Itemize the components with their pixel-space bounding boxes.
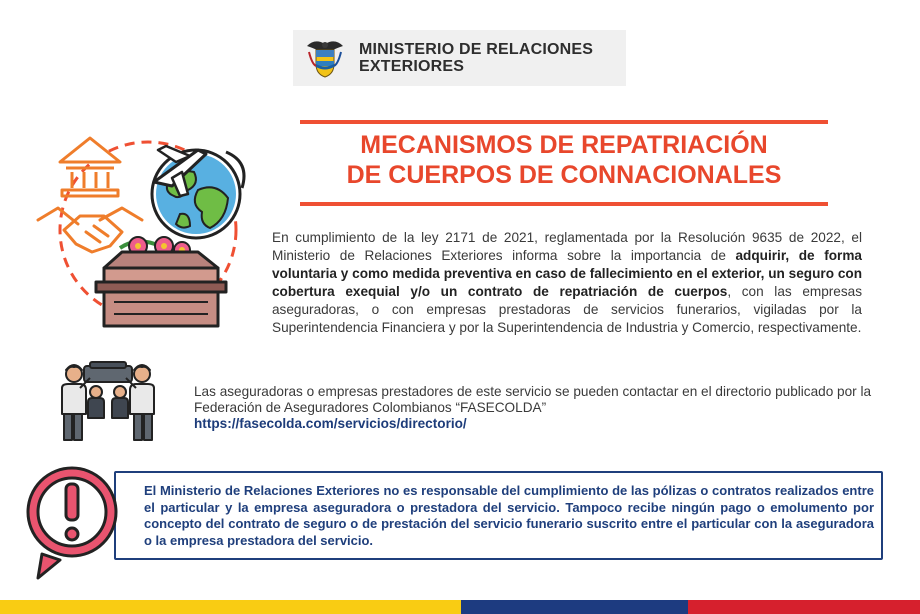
flag-stripe-blue (461, 600, 688, 614)
ministry-header (293, 30, 626, 86)
title-line-2: DE CUERPOS DE CONNACIONALES (346, 161, 782, 189)
flag-stripe-red (688, 600, 920, 614)
ministry-name (359, 41, 593, 75)
body-rest: , con las empresas aseguradoras, o con empresas prestadoras de servicios funerarios, vigiladas por la Superintendencia Financiera y por la Superintendencia de Industria y Comercio, respectivamente. (272, 284, 863, 335)
disclaimer-text: El Ministerio de Relaciones Exteriores no es responsable del cumplimiento de las pólizas o contratos realizados entre el particular y la empresa aseguradora o prestadora del servicio. Tampoco recibe ningún pago o emolumento por concepto del contrato de seguro o de prestación del servicio funerario suscrito entre el particular con la aseguradora o la empresa prestadora del servicio. (144, 483, 874, 548)
coat-of-arms-icon (303, 36, 347, 80)
ministry-line-2: EXTERIORES (359, 58, 465, 75)
contact-text: Las aseguradoras o empresas prestadores de este servicio se pueden contactar en el directorio publicado por la Federación de Aseguradores Colombianos “FASECOLDA” (194, 384, 872, 415)
body-bold: adquirir, de forma voluntaria y como medida preventiva en caso de fallecimiento en el exterior, un seguro con cobertura exequial y/o un contrato de repatriación de cuerpos (272, 248, 862, 299)
title-line-1: MECANISMOS DE REPATRIACIÓN (360, 131, 768, 159)
coffin-icon (96, 252, 226, 326)
contact-paragraph (194, 384, 874, 432)
repatriation-illustration (30, 128, 270, 340)
disclaimer-box (114, 471, 883, 560)
alert-icon (24, 462, 120, 580)
pallbearers-icon (56, 356, 160, 444)
body-intro: En cumplimiento de la ley 2171 de 2021, reglamentada por la Resolución 9635 de 2022, el Ministerio de Relaciones Exteriores informa sobre la importancia de (272, 230, 862, 263)
title-top-rule (300, 120, 828, 124)
body-paragraph (272, 229, 862, 337)
page-title (300, 130, 828, 190)
title-bottom-rule (300, 202, 828, 206)
bank-icon (60, 138, 120, 196)
flag-stripe-yellow (0, 600, 461, 614)
ministry-line-1: MINISTERIO DE RELACIONES (359, 41, 594, 58)
fasecolda-link[interactable]: https://fasecolda.com/servicios/directorio/ (194, 416, 467, 431)
